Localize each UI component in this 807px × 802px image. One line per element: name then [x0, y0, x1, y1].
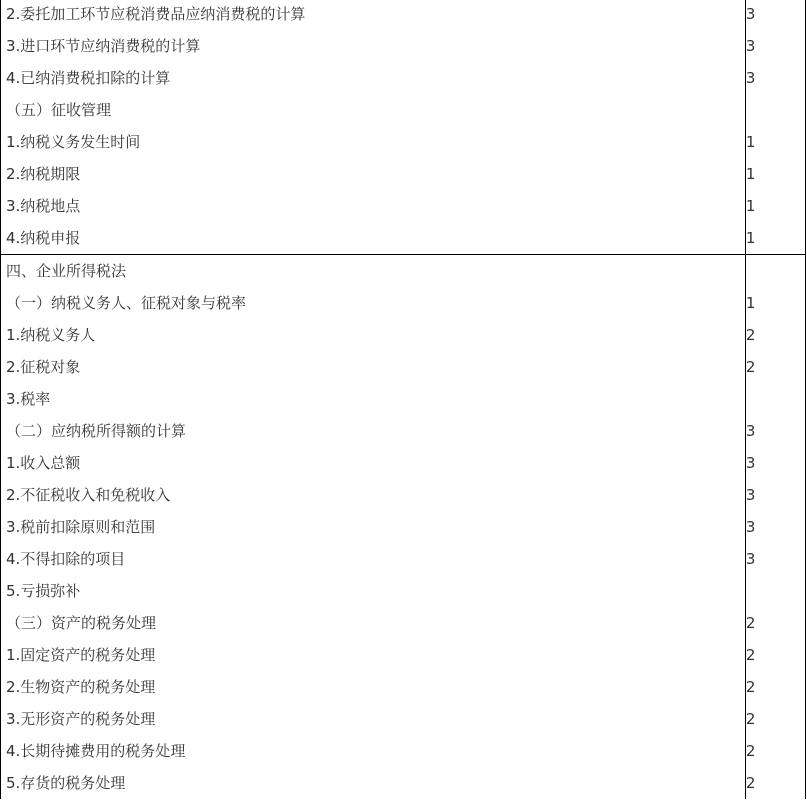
topic-cell: 2.生物资产的税务处理: [1, 671, 746, 703]
topic-cell: 4.已纳消费税扣除的计算: [1, 62, 746, 94]
table-row: [1, 126, 806, 158]
table-row: [1, 158, 806, 190]
table-row: [1, 671, 806, 703]
level-cell: 3: [745, 543, 805, 575]
topic-cell: 3.无形资产的税务处理: [1, 703, 746, 735]
table-row: [1, 62, 806, 94]
table-body: [1, 0, 806, 799]
table-row: [1, 639, 806, 671]
topic-cell: 2.征税对象: [1, 351, 746, 383]
level-cell: 2: [745, 607, 805, 639]
topic-cell: （二）应纳税所得额的计算: [1, 415, 746, 447]
topic-cell: 3.进口环节应纳消费税的计算: [1, 30, 746, 62]
table-row: [1, 30, 806, 62]
level-cell: [745, 575, 805, 607]
table-row: [1, 319, 806, 351]
topic-cell: 2.委托加工环节应税消费品应纳消费税的计算: [1, 0, 746, 30]
topic-cell: 3.税率: [1, 383, 746, 415]
table-row: [1, 479, 806, 511]
level-cell: 3: [745, 62, 805, 94]
topic-cell: 3.纳税地点: [1, 190, 746, 222]
topic-cell: 4.长期待摊费用的税务处理: [1, 735, 746, 767]
table-row: [1, 351, 806, 383]
table-row: [1, 222, 806, 255]
level-cell: [745, 255, 805, 288]
table-row: [1, 287, 806, 319]
topic-cell: 1.收入总额: [1, 447, 746, 479]
level-cell: 3: [745, 479, 805, 511]
table-row: [1, 0, 806, 30]
table-row: [1, 767, 806, 799]
level-cell: 3: [745, 511, 805, 543]
topic-cell: 1.纳税义务发生时间: [1, 126, 746, 158]
section-heading-row: [1, 255, 806, 288]
topic-cell: 1.纳税义务人: [1, 319, 746, 351]
topic-cell: 4.不得扣除的项目: [1, 543, 746, 575]
level-cell: 3: [745, 447, 805, 479]
table-row: [1, 607, 806, 639]
table-row: [1, 415, 806, 447]
table-row: [1, 575, 806, 607]
level-cell: 2: [745, 639, 805, 671]
level-cell: 2: [745, 767, 805, 799]
level-cell: 1: [745, 287, 805, 319]
level-cell: [745, 94, 805, 126]
table-row: [1, 383, 806, 415]
level-cell: 2: [745, 351, 805, 383]
table-row: [1, 94, 806, 126]
level-cell: 2: [745, 319, 805, 351]
topic-cell: （三）资产的税务处理: [1, 607, 746, 639]
level-cell: 3: [745, 415, 805, 447]
level-cell: 1: [745, 158, 805, 190]
level-cell: 2: [745, 671, 805, 703]
table-row: [1, 735, 806, 767]
topic-cell: 4.纳税申报: [1, 222, 746, 255]
topic-cell: 2.不征税收入和免税收入: [1, 479, 746, 511]
topic-cell: 5.亏损弥补: [1, 575, 746, 607]
topic-cell: 2.纳税期限: [1, 158, 746, 190]
table-row: [1, 447, 806, 479]
topic-cell: （一）纳税义务人、征税对象与税率: [1, 287, 746, 319]
level-cell: 3: [745, 0, 805, 30]
level-cell: 1: [745, 126, 805, 158]
level-cell: 2: [745, 735, 805, 767]
table-row: [1, 190, 806, 222]
table-row: [1, 543, 806, 575]
topic-cell: （五）征收管理: [1, 94, 746, 126]
level-cell: 3: [745, 30, 805, 62]
level-cell: 2: [745, 703, 805, 735]
topic-cell: 3.税前扣除原则和范围: [1, 511, 746, 543]
topic-cell: 1.固定资产的税务处理: [1, 639, 746, 671]
topic-cell: 5.存货的税务处理: [1, 767, 746, 799]
level-cell: 1: [745, 222, 805, 255]
level-cell: [745, 383, 805, 415]
topic-cell: 四、企业所得税法: [1, 255, 746, 288]
level-cell: 1: [745, 190, 805, 222]
table-row: [1, 511, 806, 543]
table-row: [1, 703, 806, 735]
